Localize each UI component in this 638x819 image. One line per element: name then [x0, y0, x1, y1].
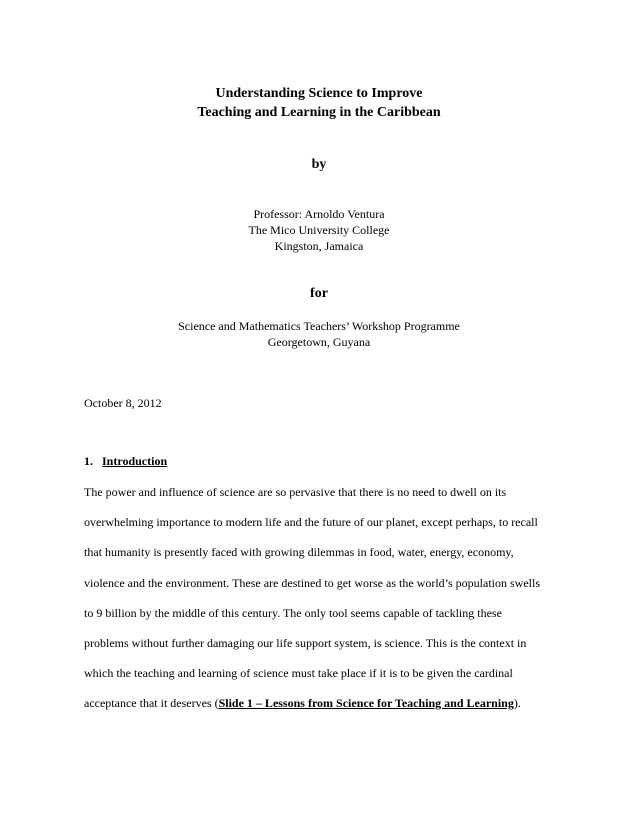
event-block: [0, 318, 638, 350]
event-name: Science and Mathematics Teachers’ Workshop Programme: [178, 319, 460, 333]
paragraph-line: which the teaching and learning of science must take place if it is to be given the cardinal: [84, 666, 513, 681]
paragraph-line: overwhelming importance to modern life and the future of our planet, except perhaps, to recall: [84, 515, 538, 530]
introduction-paragraph: [84, 484, 564, 726]
last-line-suffix: ).: [513, 696, 521, 711]
paragraph-line: that humanity is presently faced with growing dilemmas in food, water, energy, economy,: [84, 545, 514, 560]
paragraph-line: The power and influence of science are so pervasive that there is no need to dwell on its: [84, 485, 507, 499]
last-line-prefix: acceptance that it deserves (: [84, 696, 219, 711]
document-date: October 8, 2012: [84, 396, 162, 410]
paragraph-line: problems without further damaging our life support system, is science. This is the context in: [84, 635, 527, 650]
author-institution: The Mico University College: [248, 223, 390, 237]
author-location: Kingston, Jamaica: [274, 239, 364, 253]
event-location: Georgetown, Guyana: [267, 335, 371, 349]
author-block: [0, 206, 638, 254]
paragraph-line: violence and the environment. These are destined to get worse as the world’s population swells: [84, 575, 540, 590]
section-title: Introduction: [102, 454, 168, 468]
paragraph-line: to 9 billion by the middle of this century. The only tool seems capable of tackling these: [84, 605, 502, 620]
title-line-2: Teaching and Learning in the Caribbean: [197, 105, 441, 120]
author-name: Professor: Arnoldo Ventura: [253, 207, 385, 221]
section-heading: [84, 453, 167, 469]
slide-reference-link[interactable]: Slide 1 – Lessons from Science for Teaching and Learning: [218, 696, 514, 711]
paragraph-last-line: [84, 695, 564, 725]
title-line-1: Understanding Science to Improve: [215, 86, 423, 101]
by-label: by: [311, 157, 327, 172]
for-label: for: [310, 286, 328, 301]
section-number: 1.: [84, 454, 93, 468]
document-title: [0, 84, 638, 122]
